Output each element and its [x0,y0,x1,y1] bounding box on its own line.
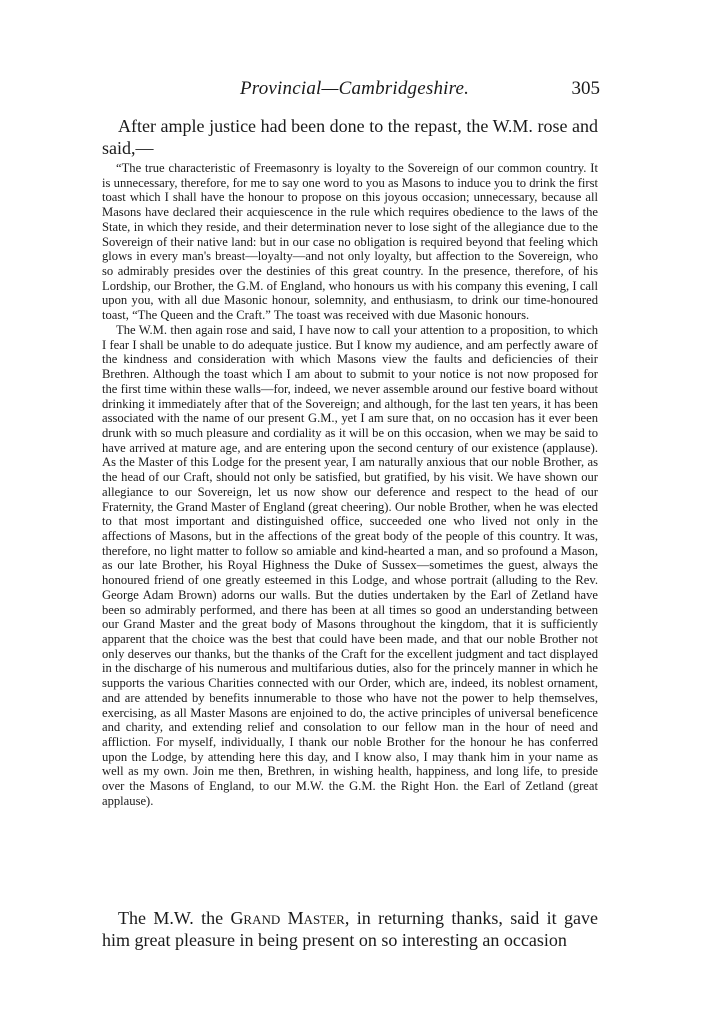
reply-rest: , in returning thanks, said it gave him great pleasure in being present on so interesting an occasion [102,908,599,950]
reply-lead: The M.W. the [118,908,231,928]
running-header [100,78,600,104]
reply-paragraph [102,907,598,951]
page-number: 305 [571,78,600,99]
toast-queen-paragraph: “The true characteristic of Freemasonry is loyalty to the Sovereign of our common country. It is unnecessary, therefore, for me to say one word to you as Masons to induce you to drink the first toast which I shall have the honour to propose on this joyous occasion; unnecessary, because all Masons have declared their acquiescence in the rule which requires obedience to the laws of the State, in which they reside, and their determination never to lose sight of the allegiance due to the Sovereign of their native land: but in our case no obligation is required beyond that feeling which glows in every man's breast—loyalty—and not only loyalty, but affection to the Sovereign, who so admirably presides over the destinies of this great country. In the presence, therefore, of his Lordship, our Brother, the G.M. of England, who honours us with his company this evening, I call upon you, with all due Masonic honour, solemnity, and enthusiasm, to drink our time-honoured toast, “The Queen and the Craft.” The toast was received with due Masonic honours. [102,161,598,323]
running-title: Provincial—Cambridgeshire. [240,78,470,99]
grand-master-smallcaps: Grand Master [230,908,345,928]
intro-paragraph: After ample justice had been done to the repast, the W.M. rose and said,— [102,116,598,158]
speech-block [102,161,598,809]
toast-grand-master-paragraph: The W.M. then again rose and said, I have now to call your attention to a proposition, to which I fear I shall be unable to do adequate justice. But I know my audience, and am perfectly aware of the kindness and consideration with which Masons view the faults and deficiencies of their Brethren. Although the toast which I am about to submit to your notice is not now proposed for the first time within these walls—for, indeed, we never assemble around our festive board without drinking it immediately after that of the Sovereign; and although, for the last ten years, it has been associated with the name of our present G.M., yet I am sure that, on no occasion has it ever been drunk with so much pleasure and cordiality as it will be on this occasion, when we may be said to have arrived at mature age, and are entering upon the second century of our existence (applause). As the Master of this Lodge for the present year, I am naturally anxious that our noble Brother, as the head of our Craft, should not only be satisfied, but gratified, by his visit. We have shown our allegiance to our Sovereign, let us now show our deference and respect to the head of our Fraternity, the Grand Master of England (great cheering). Our noble Brother, when he was elected to that most important and distinguished office, succeeded one who lived not only in the affections of Masons, but in the affections of the great body of the people of this country. It was, therefore, no light matter to follow so amiable and kind-hearted a man, and so profound a Mason, as our late Brother, his Royal Highness the Duke of Sussex—sometimes the guest, always the honoured friend of one greatly esteemed in this Lodge, and whose portrait (alluding to the Rev. George Adam Brown) adorns our walls. But the duties undertaken by the Earl of Zetland have been so admirably performed, and there has been at all times so good an understanding between our Grand Master and the great body of Masons throughout the kingdom, that it is sufficiently apparent that the choice was the best that could have been made, and that our noble Brother not only deserves our thanks, but the thanks of the Craft for the excellent judgment and tact displayed in the discharge of his numerous and multifarious duties, also for the princely manner in which he supports the various Charities connected with our Order, which are, indeed, its noblest ornament, and are attended by benefits innumerable to those who have not the power to help themselves, exercising, as all Master Masons are enjoined to do, the active principles of universal beneficence and charity, and extending relief and consolation to our fellow man in the hour of need and affliction. For myself, individually, I thank our noble Brother for the honour he has conferred upon the Lodge, by attending here this day, and I know also, I may thank him in your name as well as my own. Join me then, Brethren, in wishing health, happiness, and long life, to preside over the Masons of England, to our M.W. the G.M. the Right Hon. the Earl of Zetland (great applause). [102,322,598,808]
